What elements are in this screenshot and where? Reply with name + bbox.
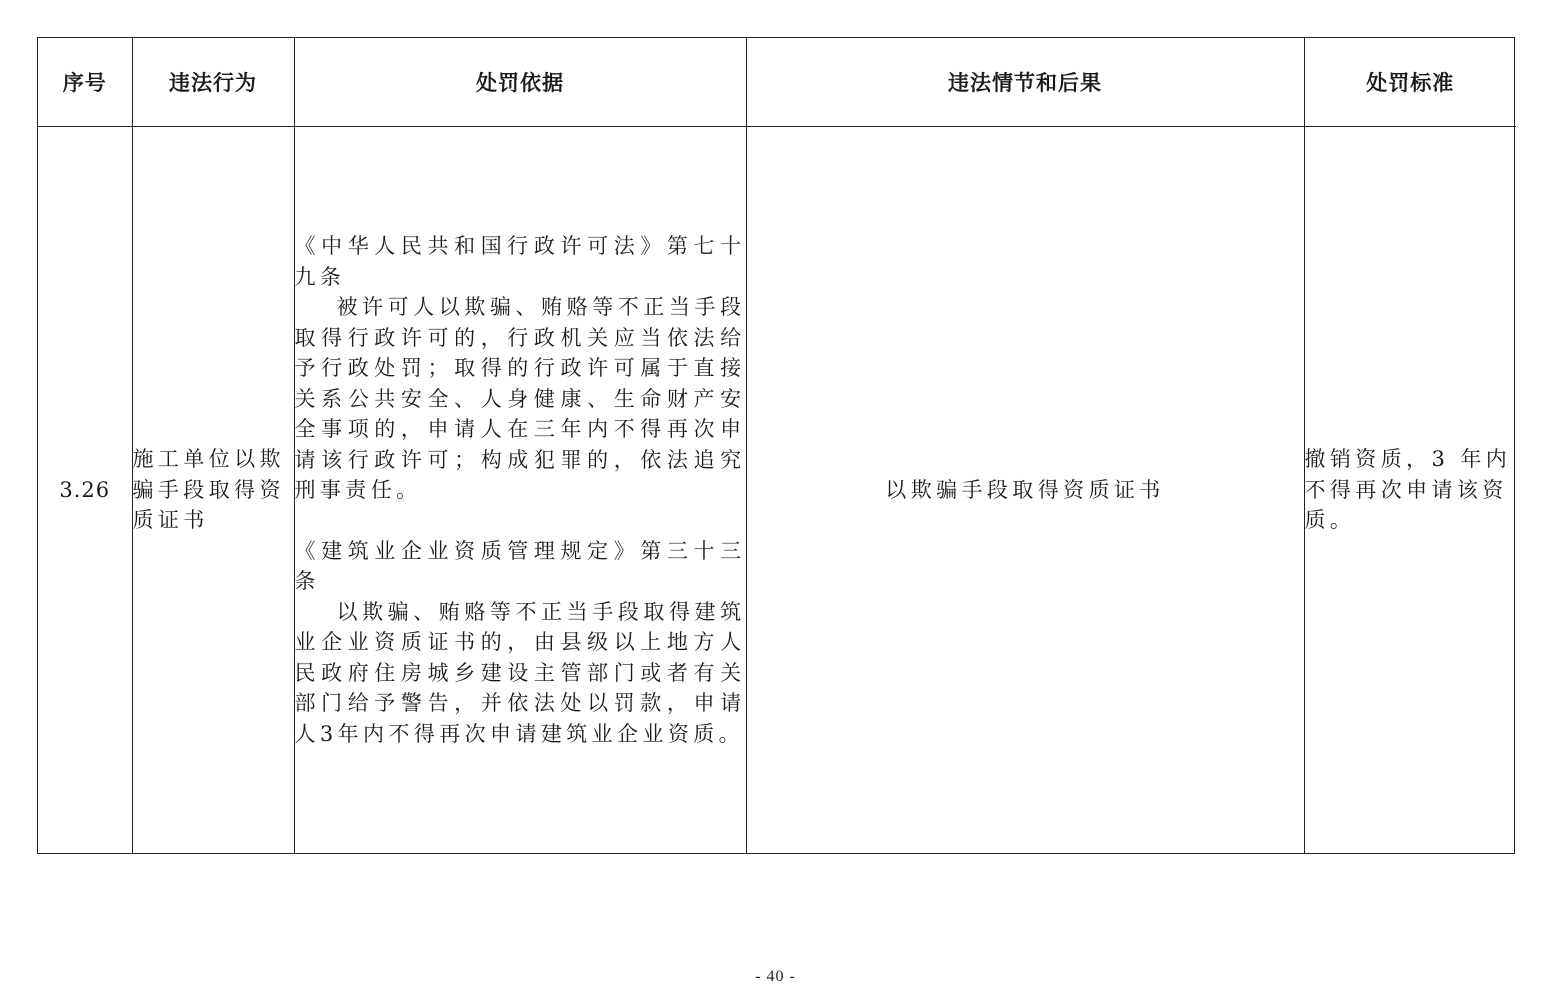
table-row: [38, 127, 1516, 854]
paragraph-gap: [295, 506, 746, 536]
law2-text: 以欺骗、贿赂等不正当手段取得建筑业企业资质证书的，由县级以上地方人民政府住房城乡建设主管部门或者有关部门给予警告，并依法处以罚款，申请人3年内不得再次申请建筑业企业资质。: [294, 599, 746, 746]
cell-no: 3.26: [38, 127, 132, 854]
cell-penalty-standard: 撤销资质，3 年内不得再次申请该资质。: [1304, 127, 1516, 854]
cell-circumstances: 以欺骗手段取得资质证书: [746, 127, 1304, 854]
table-header-row: [38, 38, 1516, 127]
header-violation: 违法行为: [132, 38, 294, 127]
header-penalty-standard: 处罚标准: [1304, 38, 1516, 127]
penalty-table-frame: [37, 37, 1515, 854]
law2-title: 《建筑业企业资质管理规定》第三十三条: [294, 538, 746, 593]
header-no: 序号: [38, 38, 132, 127]
penalty-table: [38, 38, 1516, 853]
cell-violation: 施工单位以欺骗手段取得资质证书: [132, 127, 294, 854]
cell-penalty-basis: [294, 127, 746, 854]
law1-text: 被许可人以欺骗、贿赂等不正当手段取得行政许可的，行政机关应当依法给予行政处罚；取得的行政许可属于直接关系公共安全、人身健康、生命财产安全事项的，申请人在三年内不得再次申请该行政许可；构成犯罪的，依法追究刑事责任。: [294, 295, 746, 502]
page-number: - 40 -: [755, 968, 796, 985]
header-penalty-basis: 处罚依据: [294, 38, 746, 127]
law1-title: 《中华人民共和国行政许可法》第七十九条: [294, 234, 746, 289]
header-circumstances: 违法情节和后果: [746, 38, 1304, 127]
